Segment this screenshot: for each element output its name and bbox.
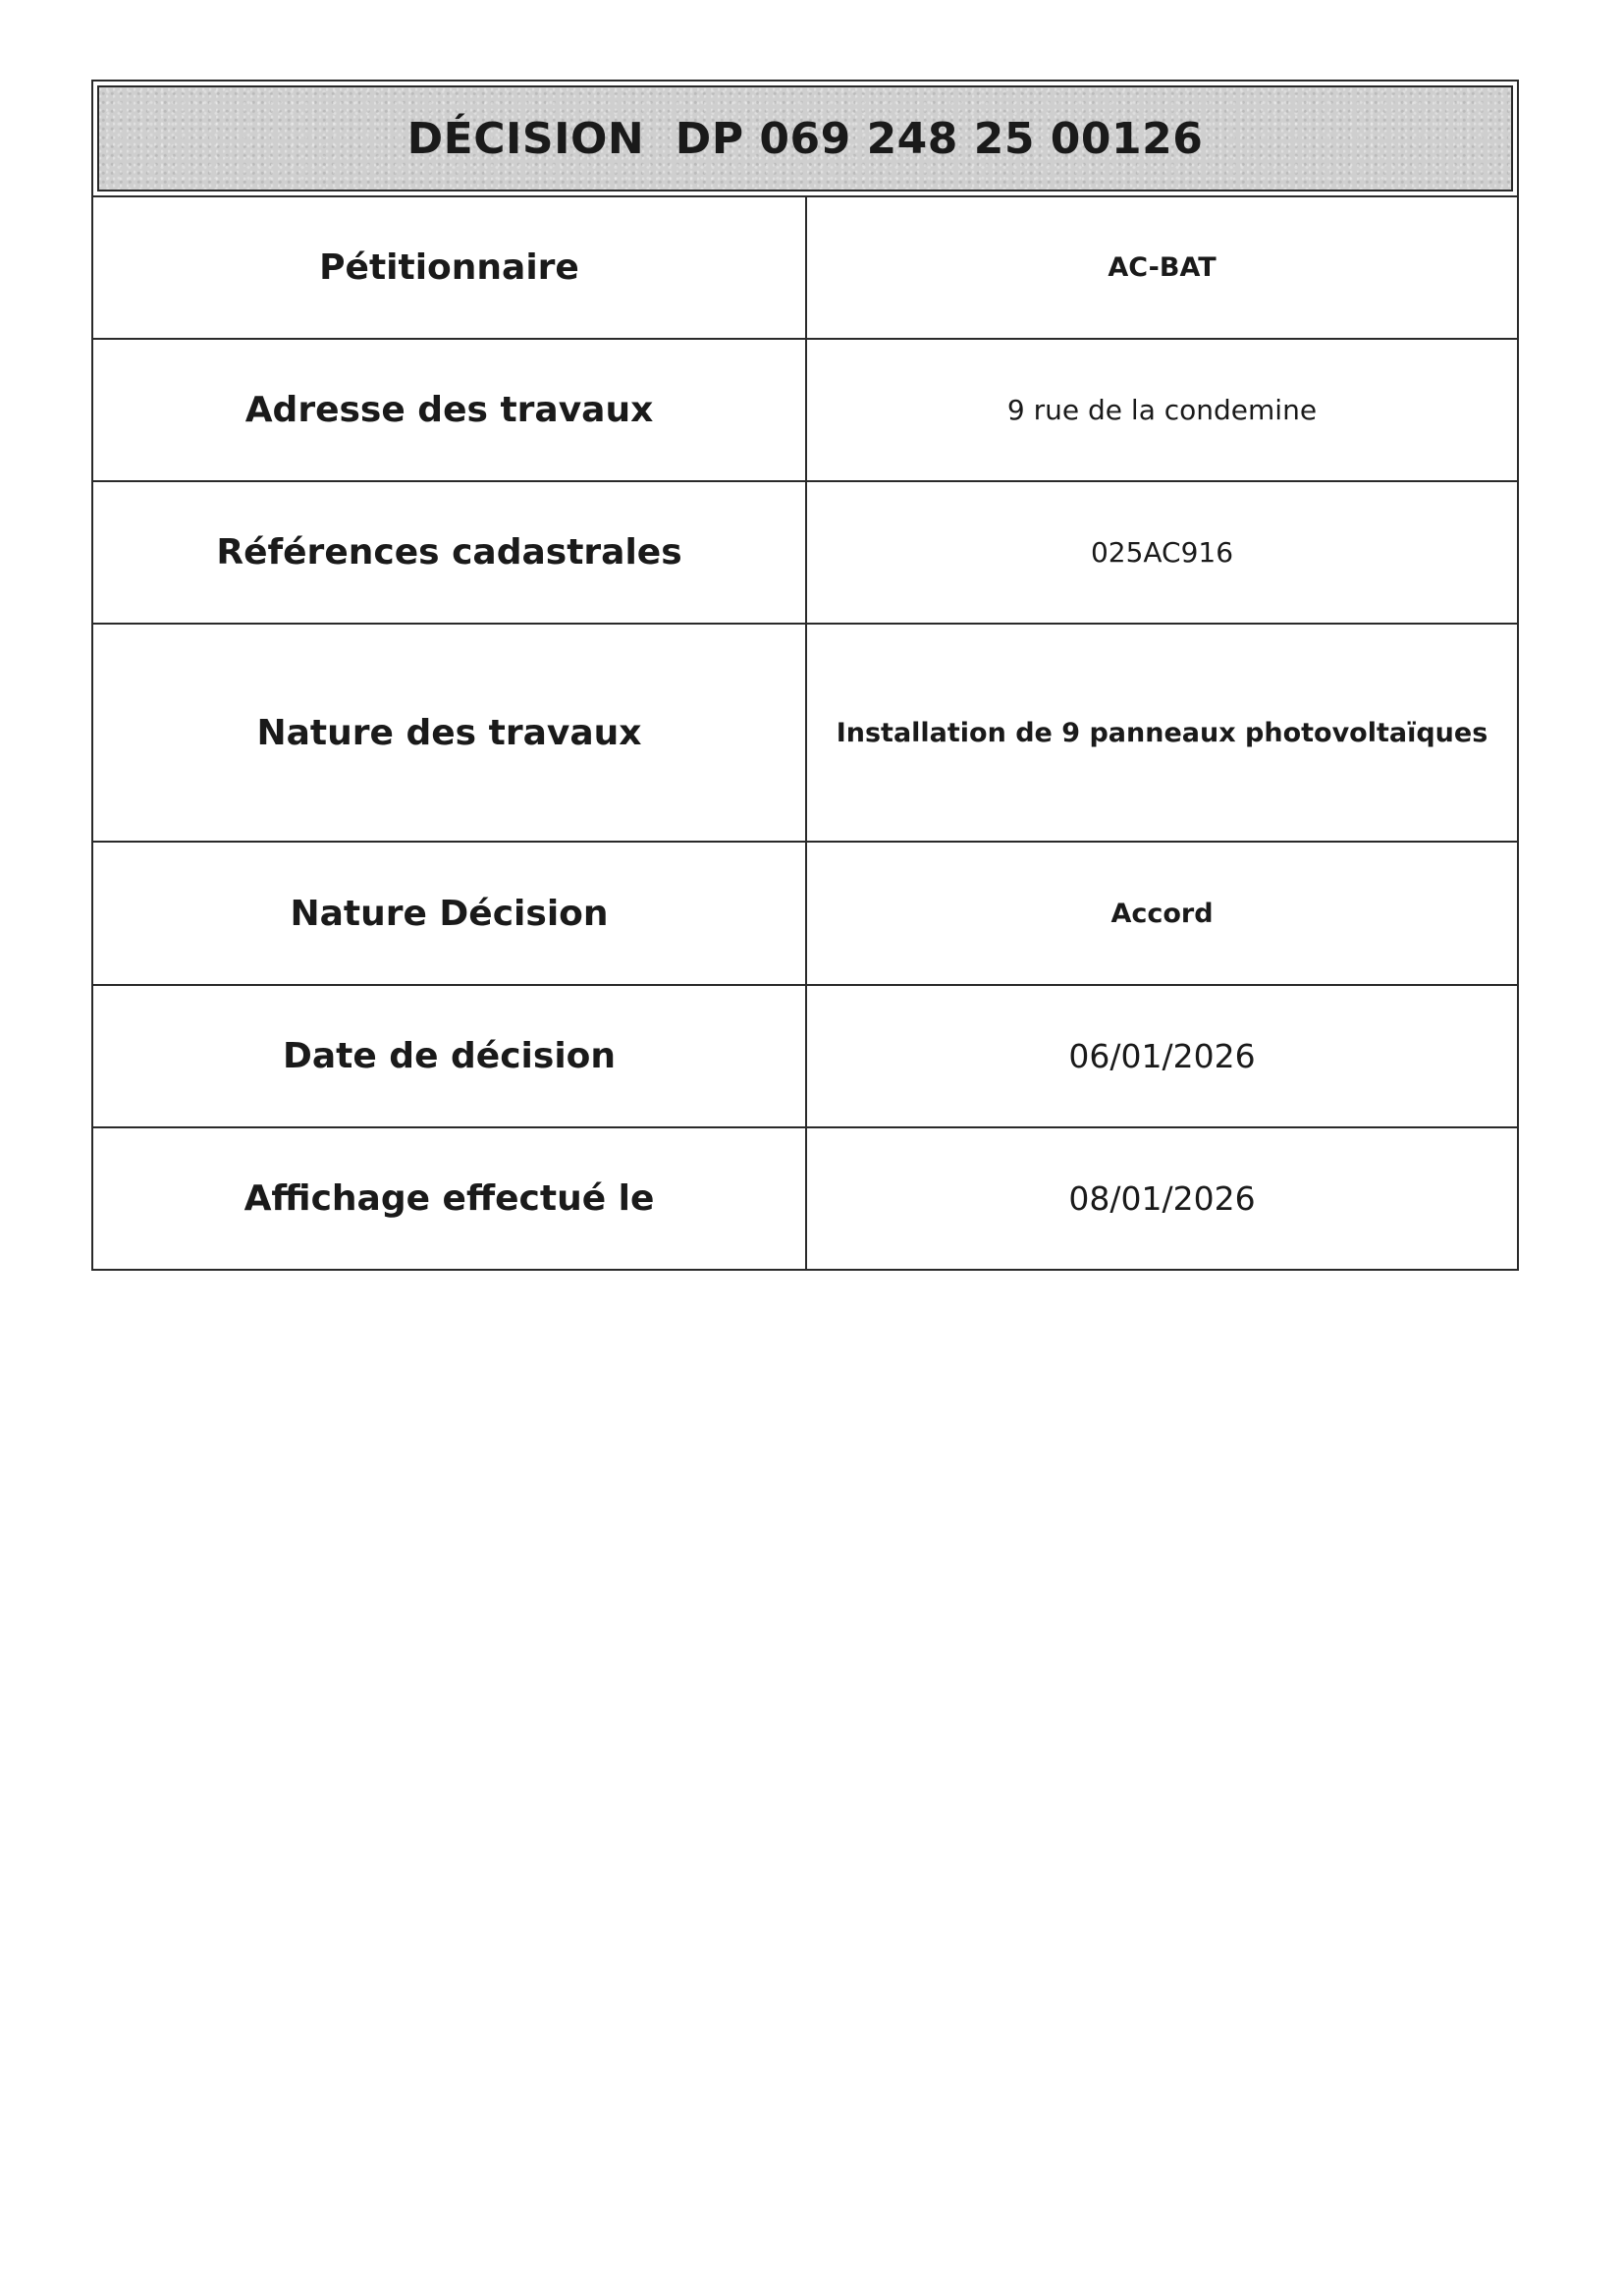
decision-table [91,80,1519,1271]
row-date-de-decision [93,984,1517,1126]
row-value: Installation de 9 panneaux photovoltaïques [836,717,1488,748]
row-value: 9 rue de la condemine [1006,394,1318,426]
row-value: 08/01/2026 [1068,1179,1256,1218]
row-petitionnaire [93,195,1517,338]
row-label: Adresse des travaux [93,340,807,480]
row-nature-des-travaux [93,623,1517,841]
title-bar [97,85,1513,191]
row-label: Nature Décision [93,843,807,984]
row-label: Références cadastrales [93,482,807,623]
row-label: Nature des travaux [93,625,807,841]
row-affichage-effectue-le [93,1126,1517,1269]
row-value: 06/01/2026 [1068,1037,1256,1075]
row-label: Pétitionnaire [93,197,807,338]
row-label: Date de décision [93,986,807,1126]
row-references-cadastrales [93,480,1517,623]
row-value: 025AC916 [1090,536,1234,569]
row-value: AC-BAT [1108,252,1217,283]
row-nature-decision [93,841,1517,984]
decision-title: DÉCISION DP 069 248 25 00126 [406,113,1204,164]
row-value: Accord [1110,898,1214,929]
row-adresse-des-travaux [93,338,1517,480]
row-label: Affichage effectué le [93,1128,807,1269]
